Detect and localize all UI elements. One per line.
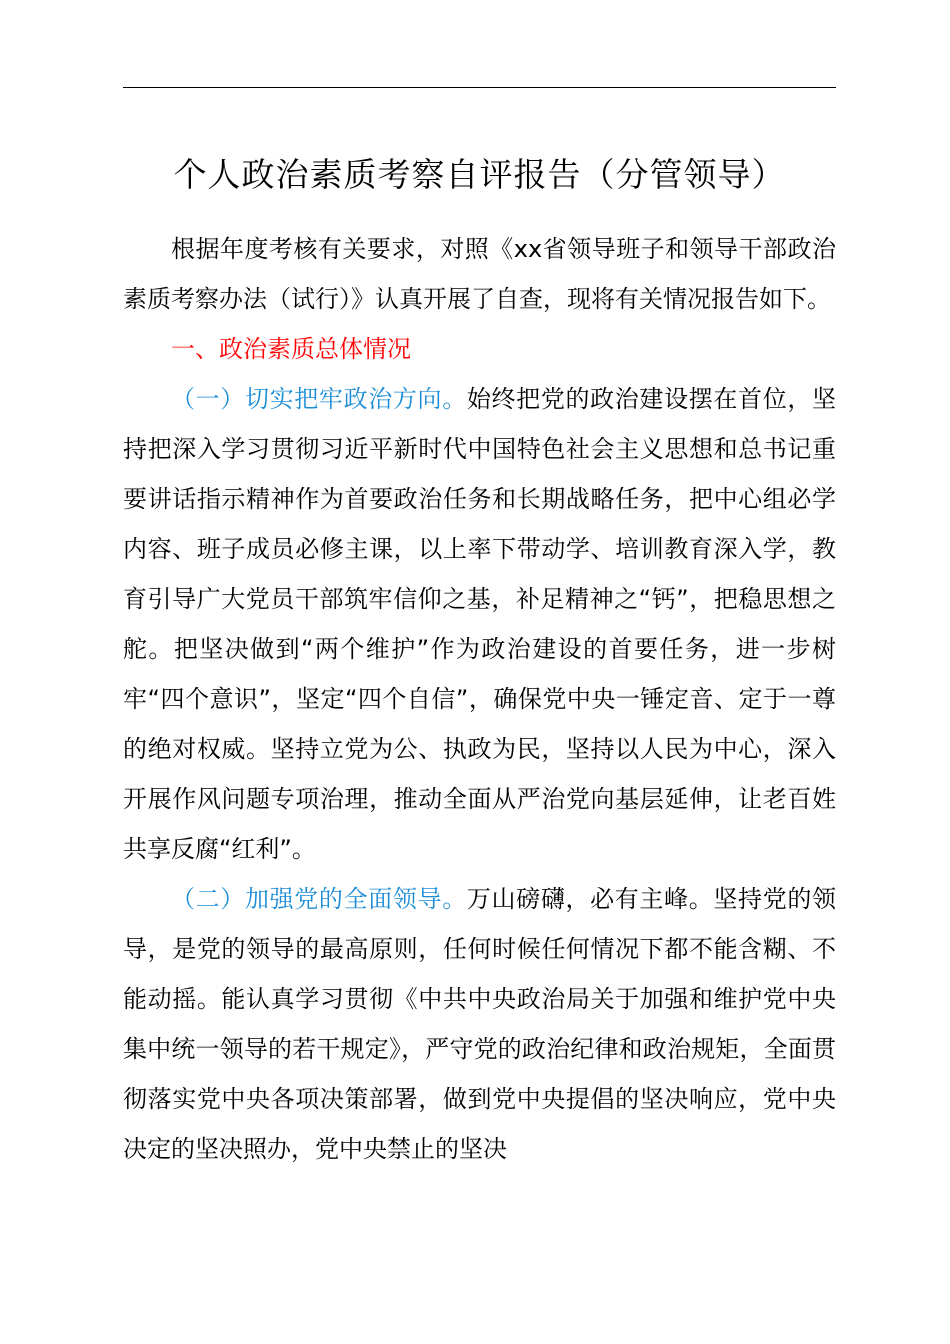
header-rule	[123, 87, 836, 88]
subheading-2: （二）加强党的全面领导。	[171, 885, 467, 913]
paragraph-item-2-text: 万山磅礴，必有主峰。坚持党的领导，是党的领导的最高原则，任何时候任何情况下都不能含糊、不能动摇。能认真学习贯彻《中共中央政治局关于加强和维护党中央集中统一领导的若干规定》，严守党的政治纪律和政治规矩，全面贯彻落实党中央各项决策部署，做到党中央提倡的坚决响应，党中央决定的坚决照办，党中央禁止的坚决	[123, 885, 837, 1163]
section-heading-1: 一、政治素质总体情况	[171, 335, 411, 363]
document-title: 个人政治素质考察自评报告（分管领导）	[173, 155, 786, 194]
paragraph-item-2	[123, 874, 836, 1174]
intro-paragraph: 根据年度考核有关要求，对照《xx省领导班子和领导干部政治素质考察办法（试行）》认真开展了自查，现将有关情况报告如下。	[123, 235, 836, 313]
paragraph-item-1	[123, 374, 836, 874]
subheading-1: （一）切实把牢政治方向。	[171, 385, 467, 413]
paragraph-item-1-text: 始终把党的政治建设摆在首位，坚持把深入学习贯彻习近平新时代中国特色社会主义思想和总书记重要讲话指示精神作为首要政治任务和长期战略任务，把中心组必学内容、班子成员必修主课，以上率下带动学、培训教育深入学，教育引导广大党员干部筑牢信仰之基，补足精神之“钙”，把稳思想之舵。把坚决做到“两个维护”作为政治建设的首要任务，进一步树牢“四个意识”，坚定“四个自信”，确保党中央一锤定音、定于一尊的绝对权威。坚持立党为公、执政为民，坚持以人民为中心，深入开展作风问题专项治理，推动全面从严治党向基层延伸，让老百姓共享反腐“红利”。	[123, 385, 837, 863]
document-body	[123, 224, 836, 1174]
